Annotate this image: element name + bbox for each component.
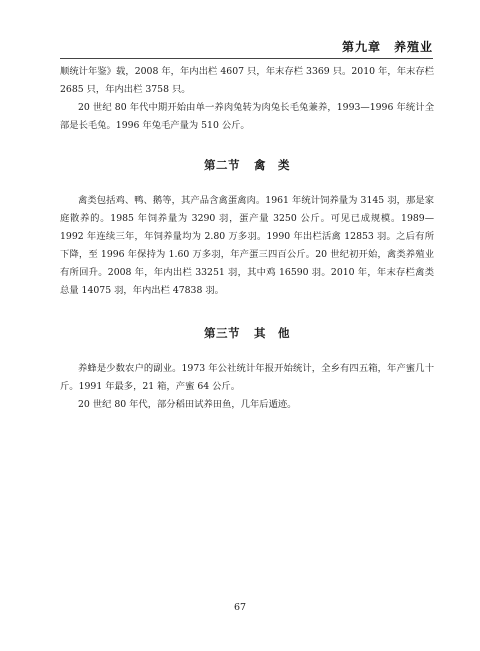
page-number: 67 (233, 602, 247, 613)
section-heading (60, 324, 434, 342)
paragraph: 养蜂是少数农户的副业。1973 年公社统计年报开始统计，全乡有四五箱，年产蜜几十斤。1991 年最多，21 箱，产蜜 64 公斤。 (60, 363, 434, 392)
header-rule (60, 58, 433, 59)
chapter-title: 第九章 养殖业 (341, 40, 433, 54)
paragraph: 顺统计年鉴》载，2008 年，年内出栏 4607 只，年末存栏 3369 只。2010 年，年末存栏 2685 只，年内出栏 3758 只。 (60, 66, 434, 95)
paragraph: 禽类包括鸡、鸭、鹅等，其产品含禽蛋禽肉。1961 年统计饲养量为 3145 羽，那是家庭散养的。1985 年饲养量为 3290 羽，蛋产量 3250 公斤。可见已成规模。1989—1992 年连续三年，年饲养量均为 2.80 万多羽。1990 年出栏活禽 12853 羽。之后有所下降，至 1996 年保持为 1.60 万多羽，年产蛋三四百公斤。20 世纪初开始，禽类养殖业有所回升。2008 年，年内出栏 33251 羽，其中鸡 16590 羽。2010 年，年末存栏禽类总量 14075 羽，年内出栏 47838 羽。 (60, 195, 434, 296)
paragraph: 20 世纪 80 年代，部分稻田试养田鱼，几年后遁迹。 (78, 399, 297, 410)
running-header (0, 38, 480, 58)
section-name: 禽 类 (254, 158, 290, 172)
section-name: 其 他 (254, 326, 290, 340)
section-number: 第二节 (204, 158, 240, 172)
section-number: 第三节 (204, 326, 240, 340)
page-content (60, 63, 434, 414)
paragraph: 20 世纪 80 年代中期开始由单一养肉兔转为肉兔长毛兔兼养，1993—1996 年统计全部是长毛兔。1996 年兔毛产量为 510 公斤。 (60, 102, 434, 131)
section-heading (60, 156, 434, 174)
